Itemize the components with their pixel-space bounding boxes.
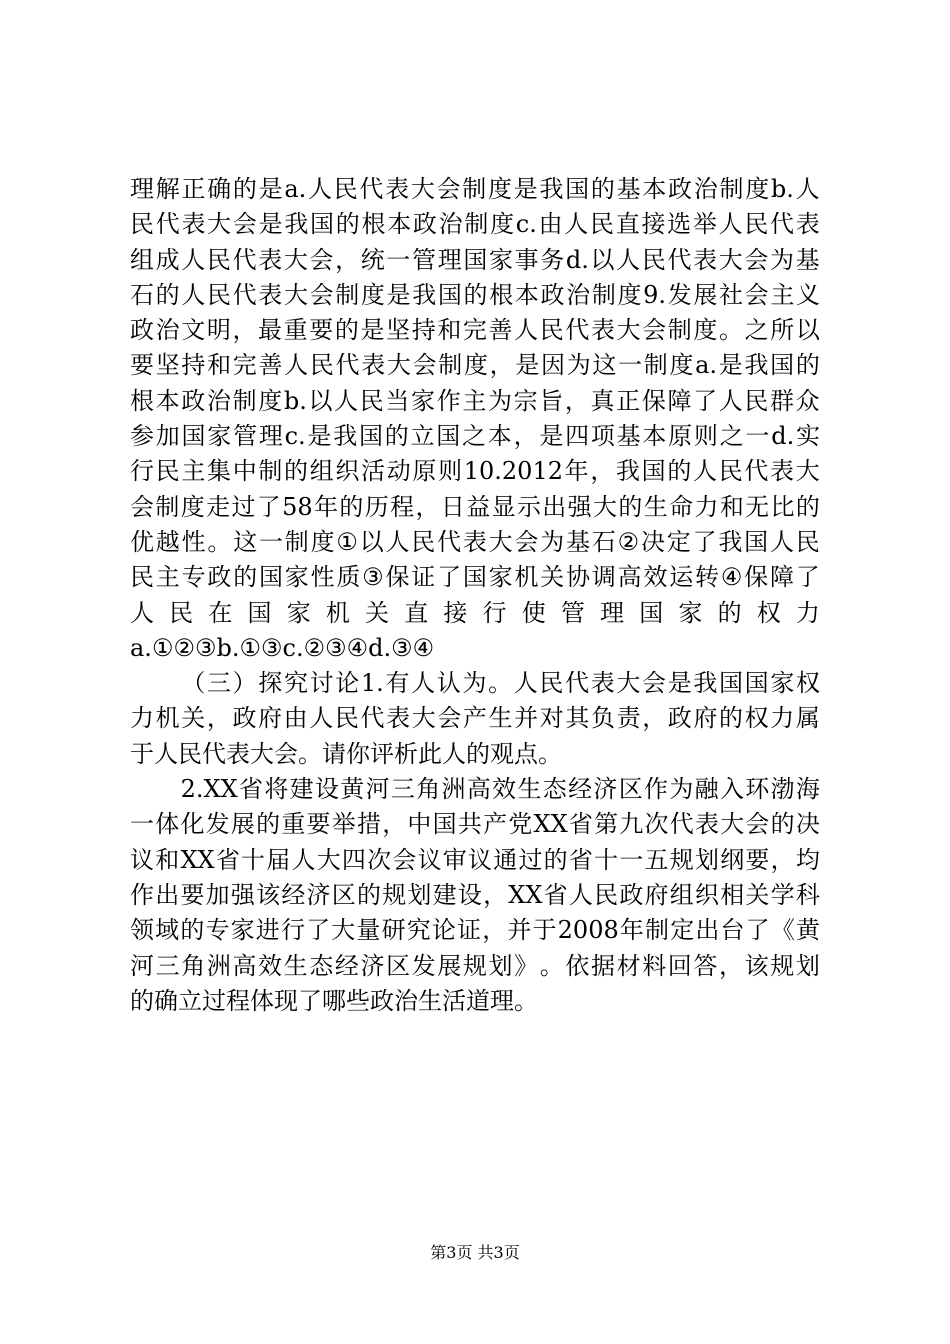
text-line: 作 出 要 加 强 该 经 济 区 的 规 划 建 设 ， XX 省 人 民 政 府 组 织 相 关 学 科 (130, 880, 820, 909)
text-line: 领 域 的 专 家 进 行 了 大 量 研 究 论 证 ， 并 于 2008 年 制 定 出 台 了 《 黄 (130, 916, 820, 945)
text-line: 议 和 XX 省 十 届 人 大 四 次 会 议 审 议 通 过 的 省 十 一 五 规 划 纲 要 ， 均 (130, 845, 820, 874)
text-line (130, 631, 820, 666)
text-line: 民 主 专 政 的 国 家 性 质 ③ 保 证 了 国 家 机 关 协 调 高 效 运 转 ④ 保 障 了 (130, 563, 820, 592)
text-line (130, 984, 820, 1019)
line-text: 的确立过程体现了哪些政治生活道理。 (130, 986, 538, 1015)
text-line: （ 三 ） 探 究 讨 论 1. 有 人 认 为 。 人 民 代 表 大 会 是 我 国 国 家 权 (181, 669, 820, 698)
text-line: 组 成 人 民 代 表 大 会 ， 统 一 管 理 国 家 事 务 d. 以 人 民 代 表 大 会 为 基 (130, 245, 820, 274)
text-line: 石 的 人 民 代 表 大 会 制 度 是 我 国 的 根 本 政 治 制 度 9. 发 展 社 会 主 义 (130, 280, 820, 309)
line-text: a.①②③b.①③c.②③④d.③④ (130, 633, 435, 662)
text-line: 要 坚 持 和 完 善 人 民 代 表 大 会 制 度 ， 是 因 为 这 一 制 度 a. 是 我 国 的 (130, 351, 820, 380)
text-line: 优 越 性 。 这 一 制 度 ① 以 人 民 代 表 大 会 为 基 石 ② 决 定 了 我 国 人 民 (130, 527, 820, 556)
text-line: 民 代 表 大 会 是 我 国 的 根 本 政 治 制 度 c. 由 人 民 直 接 选 举 人 民 代 表 (130, 210, 820, 239)
text-line: 一 体 化 发 展 的 重 要 举 措 ， 中 国 共 产 党 XX 省 第 九 次 代 表 大 会 的 决 (130, 810, 820, 839)
text-line (130, 737, 820, 772)
line-text: 于人民代表大会。请你评析此人的观点。 (130, 739, 562, 768)
text-line: 根 本 政 治 制 度 b. 以 人 民 当 家 作 主 为 宗 旨 ， 真 正 保 障 了 人 民 群 众 (130, 386, 820, 415)
text-line: 参 加 国 家 管 理 c. 是 我 国 的 立 国 之 本 ， 是 四 项 基 本 原 则 之 一 d. 实 (130, 422, 820, 451)
page-footer: 第3页 共3页 (430, 1243, 520, 1262)
text-line: 政 治 文 明 ， 最 重 要 的 是 坚 持 和 完 善 人 民 代 表 大 会 制 度 。 之 所 以 (130, 316, 820, 345)
text-line: 会 制 度 走 过 了 58 年 的 历 程 ， 日 益 显 示 出 强 大 的 生 命 力 和 无 比 的 (130, 492, 820, 521)
text-line: 河 三 角 洲 高 效 生 态 经 济 区 发 展 规 划 》 。 依 据 材 料 回 答 ， 该 规 划 (130, 951, 820, 980)
text-line: 2.XX 省 将 建 设 黄 河 三 角 洲 高 效 生 态 经 济 区 作 为 融 入 环 渤 海 (180, 775, 820, 804)
document-body (130, 172, 820, 1019)
text-line: 力 机 关 ， 政 府 由 人 民 代 表 大 会 产 生 并 对 其 负 责 ， 政 府 的 权 力 属 (130, 704, 820, 733)
text-line: 人 民 在 国 家 机 关 直 接 行 使 管 理 国 家 的 权 力 (130, 598, 820, 627)
text-line: 理 解 正 确 的 是 a. 人 民 代 表 大 会 制 度 是 我 国 的 基 本 政 治 制 度 b. 人 (130, 175, 820, 203)
text-line: 行 民 主 集 中 制 的 组 织 活 动 原 则 10.2012 年 ， 我 国 的 人 民 代 表 大 (130, 457, 820, 486)
